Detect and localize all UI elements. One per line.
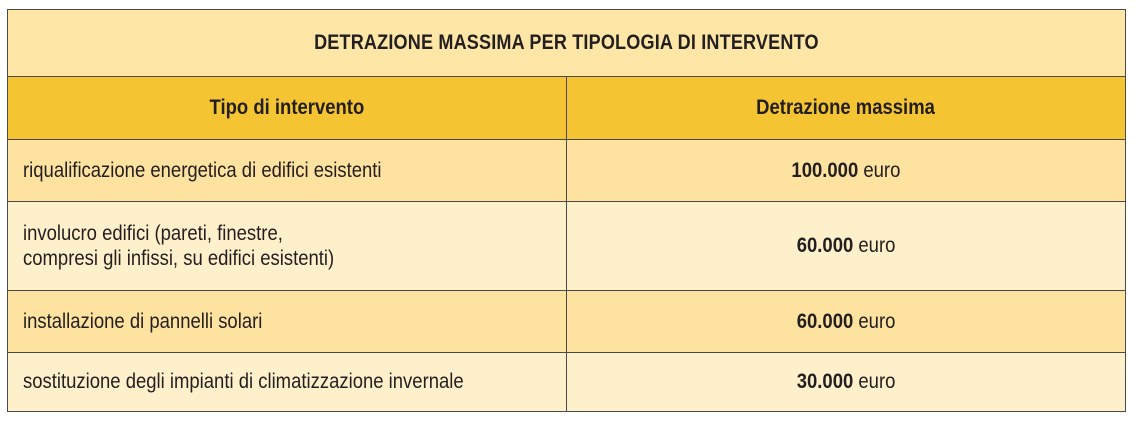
deduction-unit: euro <box>858 370 896 393</box>
table-row <box>8 139 1125 201</box>
deduction-amount: 100.000 <box>791 158 859 182</box>
row-type-text: sostituzione degli impianti di climatizzazione invernale <box>23 370 464 393</box>
table-row <box>8 201 1125 290</box>
table-row <box>8 352 1125 411</box>
table-title <box>8 10 1125 76</box>
row-type-cell <box>8 202 567 290</box>
row-type-line-2: compresi gli infissi, su edifici esistenti) <box>23 247 335 270</box>
row-type-cell <box>8 291 567 352</box>
row-type-text <box>23 221 334 271</box>
table-title-text: DETRAZIONE MASSIMA PER TIPOLOGIA DI INTERVENTO <box>314 31 819 54</box>
deduction-table <box>7 9 1126 412</box>
header-deduction-label: Detrazione massima <box>756 96 936 119</box>
deduction-amount: 60.000 <box>796 234 854 257</box>
header-type-label: Tipo di intervento <box>209 96 365 119</box>
row-deduction-cell <box>567 140 1125 201</box>
deduction-unit: euro <box>858 309 896 333</box>
row-type-text: installazione di pannelli solari <box>23 309 263 333</box>
table-row <box>8 290 1125 352</box>
row-deduction-value <box>797 310 896 334</box>
row-type-text: riqualificazione energetica di edifici esistenti <box>23 158 382 182</box>
row-deduction-cell <box>567 353 1125 411</box>
header-cell-deduction <box>567 77 1125 139</box>
row-deduction-value <box>792 159 901 183</box>
deduction-unit: euro <box>858 234 896 257</box>
row-deduction-value <box>797 370 896 394</box>
row-deduction-cell <box>567 291 1125 352</box>
row-type-cell <box>8 353 567 411</box>
deduction-unit: euro <box>863 158 901 182</box>
row-deduction-cell <box>567 202 1125 290</box>
deduction-amount: 30.000 <box>796 370 854 393</box>
table-header-row <box>8 76 1125 139</box>
row-type-line-1: involucro edifici (pareti, finestre, <box>23 222 283 245</box>
header-cell-type <box>8 77 567 139</box>
row-deduction-value <box>797 234 896 258</box>
deduction-amount: 60.000 <box>796 309 854 333</box>
row-type-cell <box>8 140 567 201</box>
